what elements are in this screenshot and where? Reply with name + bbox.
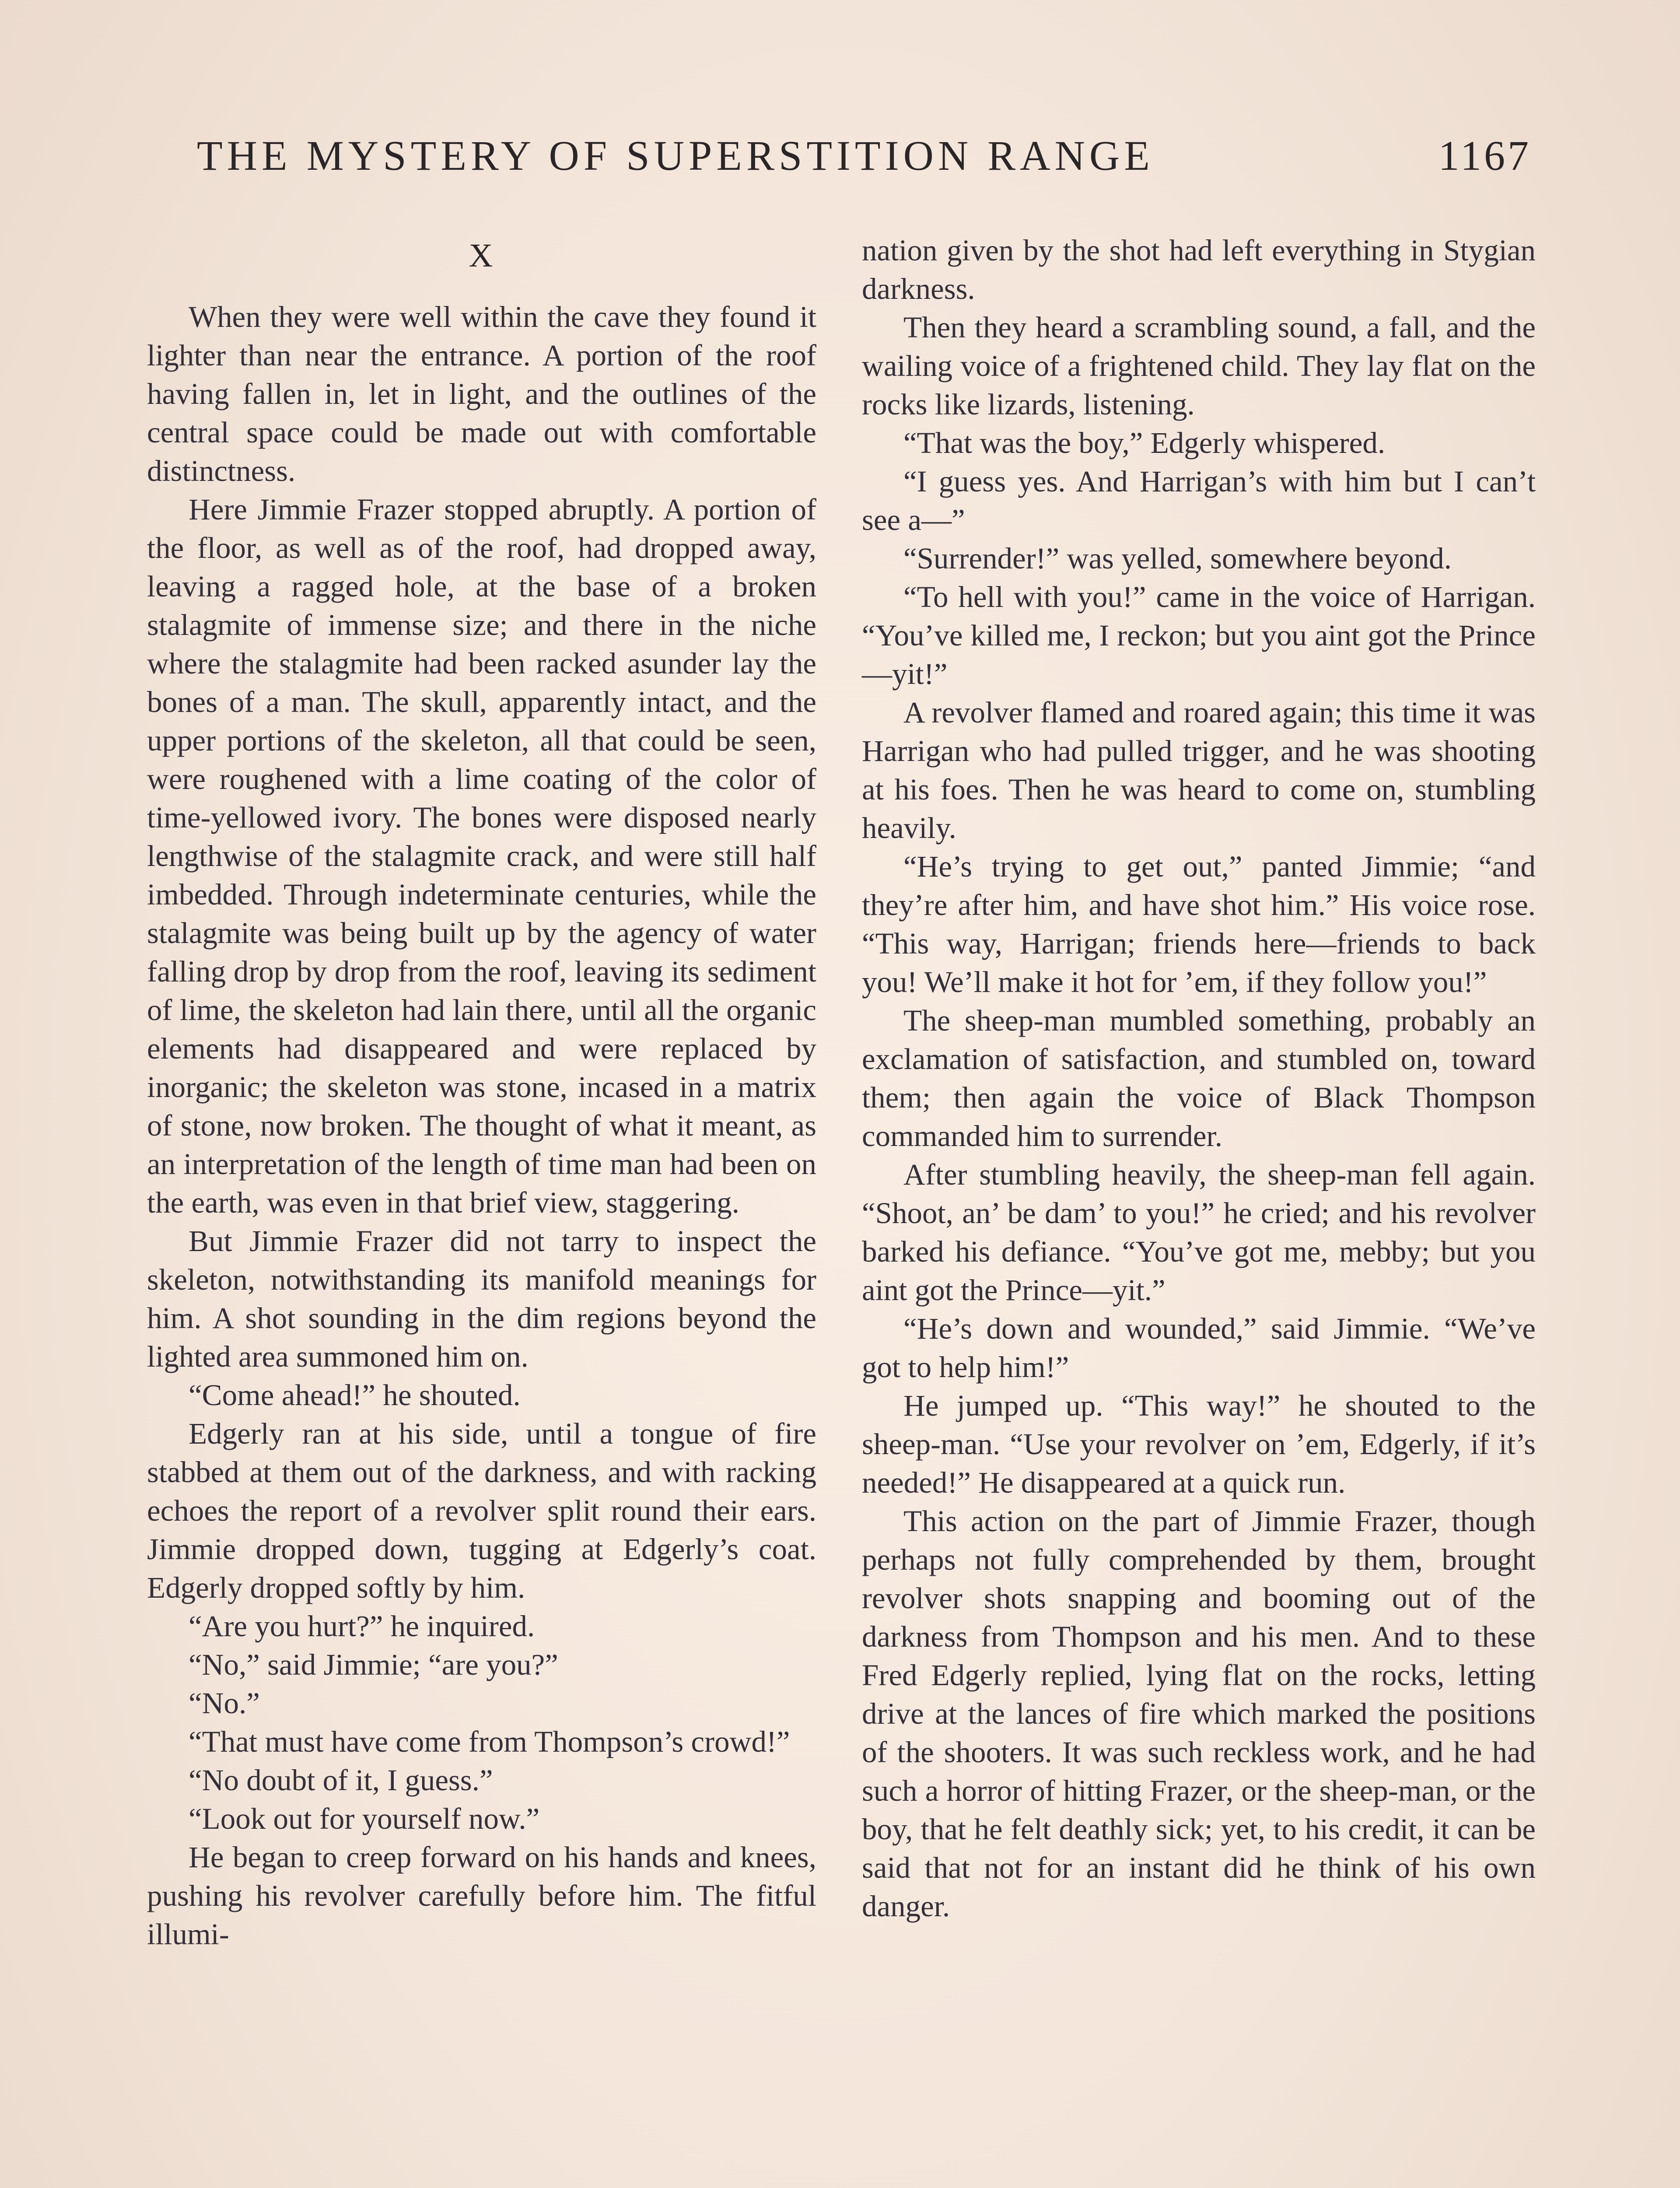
paragraph: The sheep-man mumbled something, probably an exclamation of satisfaction, and stumbled on, toward them; then again the voice of Black Thompson commanded him to surrender. [862, 1004, 1536, 1153]
paragraph: When they were well within the cave they found it lighter than near the entrance. A portion of the roof having fallen in, let in light, and the outlines of the central space could be made out with comfortable distinctness. [147, 300, 816, 487]
paragraph: “Are you hurt?” he inquired. [189, 1609, 535, 1643]
paragraph: “Come ahead!” he shouted. [189, 1378, 521, 1412]
paragraph: “That was the boy,” Edgerly whispered. [903, 426, 1386, 459]
paragraph: “He’s trying to get out,” panted Jimmie; “and they’re after him, and have shot him.” His voice rose. “This way, Harrigan; friends here—friends to back you! We’ll make it hot for ’em, if they follow you!” [862, 850, 1536, 999]
section-number: X [469, 237, 495, 274]
running-head-title: THE MYSTERY OF SUPERSTITION RANGE [197, 132, 1154, 179]
paragraph: He jumped up. “This way!” he shouted to the sheep-man. “Use your revolver on ’em, Edgerly, if it’s needed!” He disappeared at a quick run. [862, 1389, 1536, 1499]
paragraph: “To hell with you!” came in the voice of Harrigan. “You’ve killed me, I reckon; but you aint got the Prince—yit!” [862, 580, 1536, 691]
paragraph: “Surrender!” was yelled, somewhere beyond. [903, 542, 1452, 575]
page-number: 1167 [1438, 132, 1531, 179]
paragraph: “He’s down and wounded,” said Jimmie. “We’ve got to help him!” [862, 1312, 1536, 1384]
paragraph: A revolver flamed and roared again; this time it was Harrigan who had pulled trigger, and he was shooting at his foes. Then he was heard to come on, stumbling heavily. [862, 696, 1536, 845]
paragraph: “I guess yes. And Harrigan’s with him but I can’t see a—” [862, 465, 1536, 536]
running-head [197, 131, 1531, 180]
paragraph: Edgerly ran at his side, until a tongue of fire stabbed at them out of the darkness, and with racking echoes the report of a revolver split round their ears. Jimmie dropped down, tugging at Edgerly’s coat. Edgerly dropped softly by him. [147, 1417, 816, 1604]
paragraph: This action on the part of Jimmie Frazer, though perhaps not fully comprehended by them, brought revolver shots snapping and booming out of the darkness from Thompson and his men. And to these Fred Edgerly replied, lying flat on the rocks, letting drive at the lances of fire which marked the positions of the shooters. It was such reckless work, and he had such a horror of hitting Frazer, or the sheep-man, or the boy, that he felt deathly sick; yet, to his credit, it can be said that not for an instant did he think of his own danger. [862, 1504, 1536, 1923]
paragraph: After stumbling heavily, the sheep-man fell again. “Shoot, an’ be dam’ to you!” he cried; and his revolver barked his defiance. “You’ve got me, mebby; but you aint got the Prince—yit.” [862, 1158, 1536, 1307]
paragraph: But Jimmie Frazer did not tarry to inspect the skeleton, notwithstanding its manifold meanings for him. A shot sounding in the dim regions beyond the lighted area summoned him on. [147, 1224, 816, 1373]
paragraph: “No doubt of it, I guess.” [189, 1764, 493, 1797]
paragraph: Here Jimmie Frazer stopped abruptly. A portion of the floor, as well as of the roof, had dropped away, leaving a ragged hole, at the base of a broken stalagmite of immense size; and there in the niche where the stalagmite had been racked asunder lay the bones of a man. The skull, apparently intact, and the upper portions of the skeleton, all that could be seen, were roughened with a lime coating of the color of time-yellowed ivory. The bones were disposed nearly lengthwise of the stalagmite crack, and were still half imbedded. Through indeterminate centuries, while the stalagmite was being built up by the agency of water falling drop by drop from the roof, leaving its sediment of lime, the skeleton had lain there, until all the organic elements had disappeared and were replaced by inorganic; the skeleton was stone, incased in a matrix of stone, now broken. The thought of what it meant, as an interpretation of the length of time man had been on the earth, was even in that brief view, staggering. [147, 493, 816, 1219]
paragraph: “Look out for yourself now.” [189, 1802, 540, 1835]
right-column [862, 231, 1536, 1925]
paragraph: “No,” said Jimmie; “are you?” [189, 1648, 558, 1681]
paragraph: Then they heard a scrambling sound, a fall, and the wailing voice of a frightened child. They lay flat on the rocks like lizards, listening. [862, 311, 1536, 421]
paragraph: He began to creep forward on his hands and knees, pushing his revolver carefully before him. The fitful illumi- [147, 1841, 816, 1951]
paragraph: “That must have come from Thompson’s crowd!” [189, 1725, 790, 1758]
left-column [147, 236, 816, 1953]
paragraph-continued: nation given by the shot had left everything in Stygian darkness. [862, 234, 1536, 305]
paragraph: “No.” [189, 1687, 260, 1720]
